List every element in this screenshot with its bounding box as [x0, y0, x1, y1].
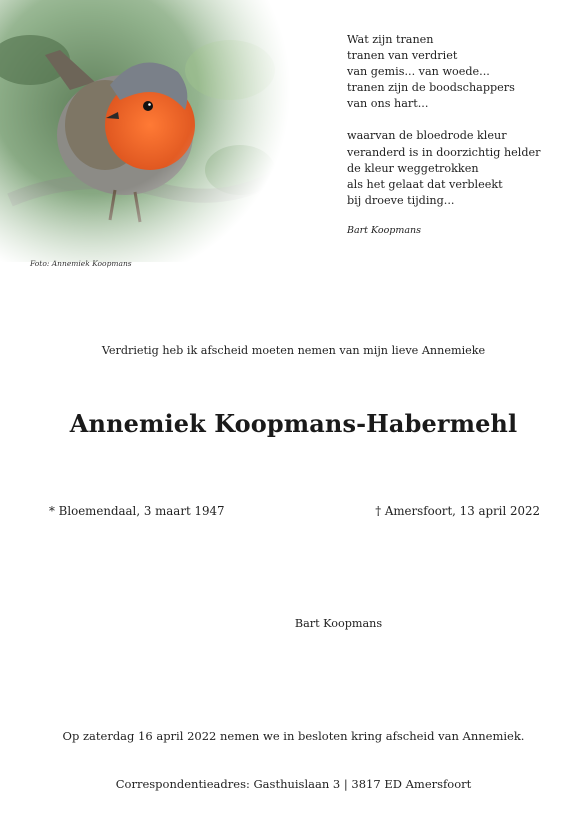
photo-caption: Foto: Annemiek Koopmans — [30, 259, 132, 268]
poem-line: de kleur weggetrokken — [347, 161, 479, 175]
correspondence-address: Correspondentieadres: Gasthuislaan 3 | 3817 ED Amersfoort — [115, 777, 472, 791]
robin-icon — [0, 0, 320, 262]
poem-line: tranen zijn de boodschappers — [347, 81, 515, 95]
poem-line: van gemis... van woede... — [347, 65, 490, 79]
birth-date: * Bloemendaal, 3 maart 1947 — [49, 504, 225, 518]
death-date: † Amersfoort, 13 april 2022 — [375, 504, 540, 518]
ceremony-notice: Op zaterdag 16 april 2022 nemen we in besloten kring afscheid van Annemiek. — [62, 729, 525, 743]
robin-photo — [0, 0, 320, 262]
poem-line: als het gelaat dat verbleekt — [347, 177, 503, 191]
poem-line: van ons hart... — [347, 97, 429, 111]
poem-line: waarvan de bloedrode kleur — [347, 129, 507, 143]
poem-line: Wat zijn tranen — [347, 33, 434, 46]
signed-by: Bart Koopmans — [294, 617, 383, 630]
intro-text: Verdrietig heb ik afscheid moeten nemen van mijn lieve Annemieke — [101, 344, 486, 357]
deceased-name: Annemiek Koopmans-Habermehl — [69, 409, 518, 438]
poem — [347, 32, 577, 239]
poem-line: bij droeve tijding... — [347, 193, 455, 207]
poem-line: veranderd is in doorzichtig helder — [347, 145, 541, 159]
poem-stanza — [347, 128, 577, 208]
poem-author: Bart Koopmans — [347, 224, 422, 236]
poem-stanza — [347, 32, 577, 112]
poem-line: tranen van verdriet — [347, 49, 458, 63]
